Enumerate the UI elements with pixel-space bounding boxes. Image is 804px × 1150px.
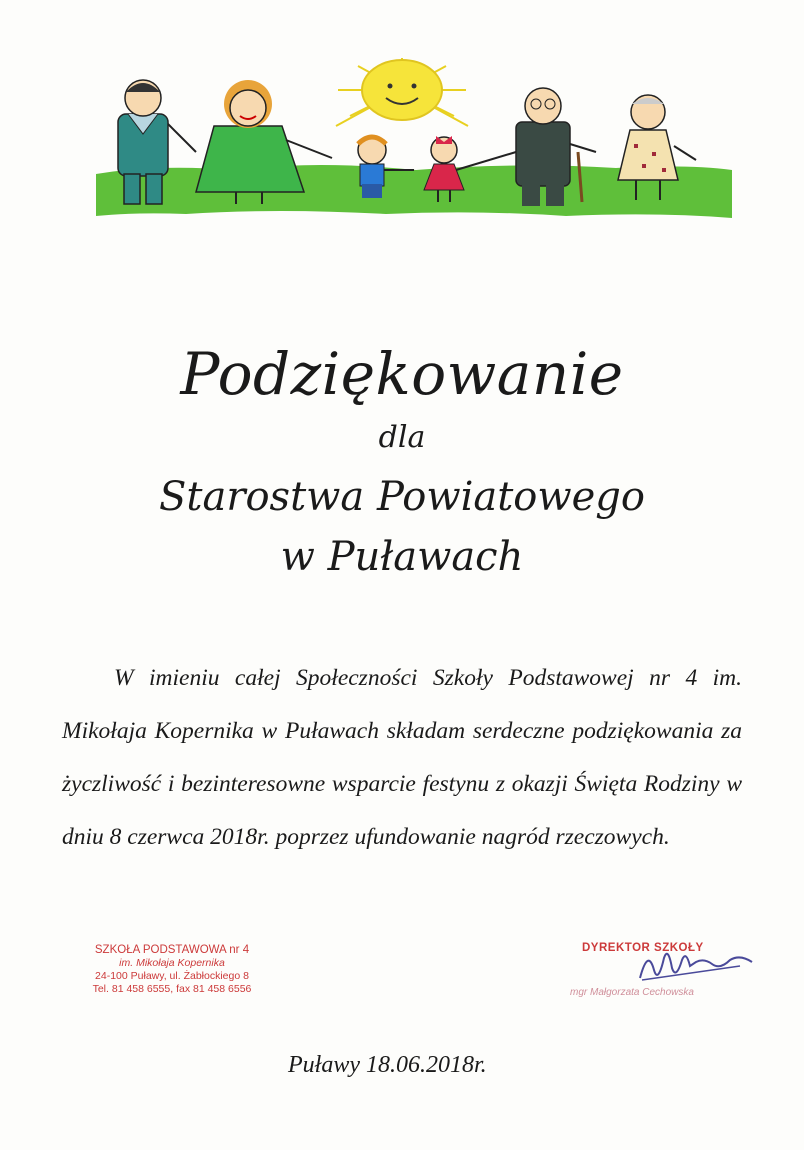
signature xyxy=(620,940,760,990)
director-stamp-title: DYREKTOR SZKOŁY xyxy=(582,942,704,954)
school-stamp-patron: im. Mikołaja Kopernika xyxy=(119,957,225,969)
school-stamp-address: 24-100 Puławy, ul. Żabłockiego 8 xyxy=(95,970,249,982)
director-stamp-name: mgr Małgorzata Cechowska xyxy=(570,987,694,998)
school-stamp-phone: Tel. 81 458 6555, fax 81 458 6556 xyxy=(92,983,252,995)
director-stamp xyxy=(560,940,760,1010)
place-and-date: Puławy 18.06.2018r. xyxy=(288,1052,487,1078)
recipient-line-2: w Puławach xyxy=(280,534,524,580)
recipient-line-1: Starostwa Powiatowego xyxy=(159,474,645,520)
body-paragraph: W imieniu całej Społeczności Szkoły Podstawowej nr 4 im. Mikołaja Kopernika w Puławach składam serdeczne podziękowania za życzliwość i bezinteresowne wsparcie festynu z okazji Święta Rodziny w dniu 8 czerwca 2018r. poprzez ufundowanie nagród rzeczowych. xyxy=(62,665,742,850)
school-stamp-name: SZKOŁA PODSTAWOWA nr 4 xyxy=(94,944,250,956)
subtitle-dla: dla xyxy=(378,420,426,455)
family-illustration xyxy=(96,52,736,222)
school-stamp xyxy=(82,944,262,996)
document-title: Podziękowanie xyxy=(180,340,624,408)
